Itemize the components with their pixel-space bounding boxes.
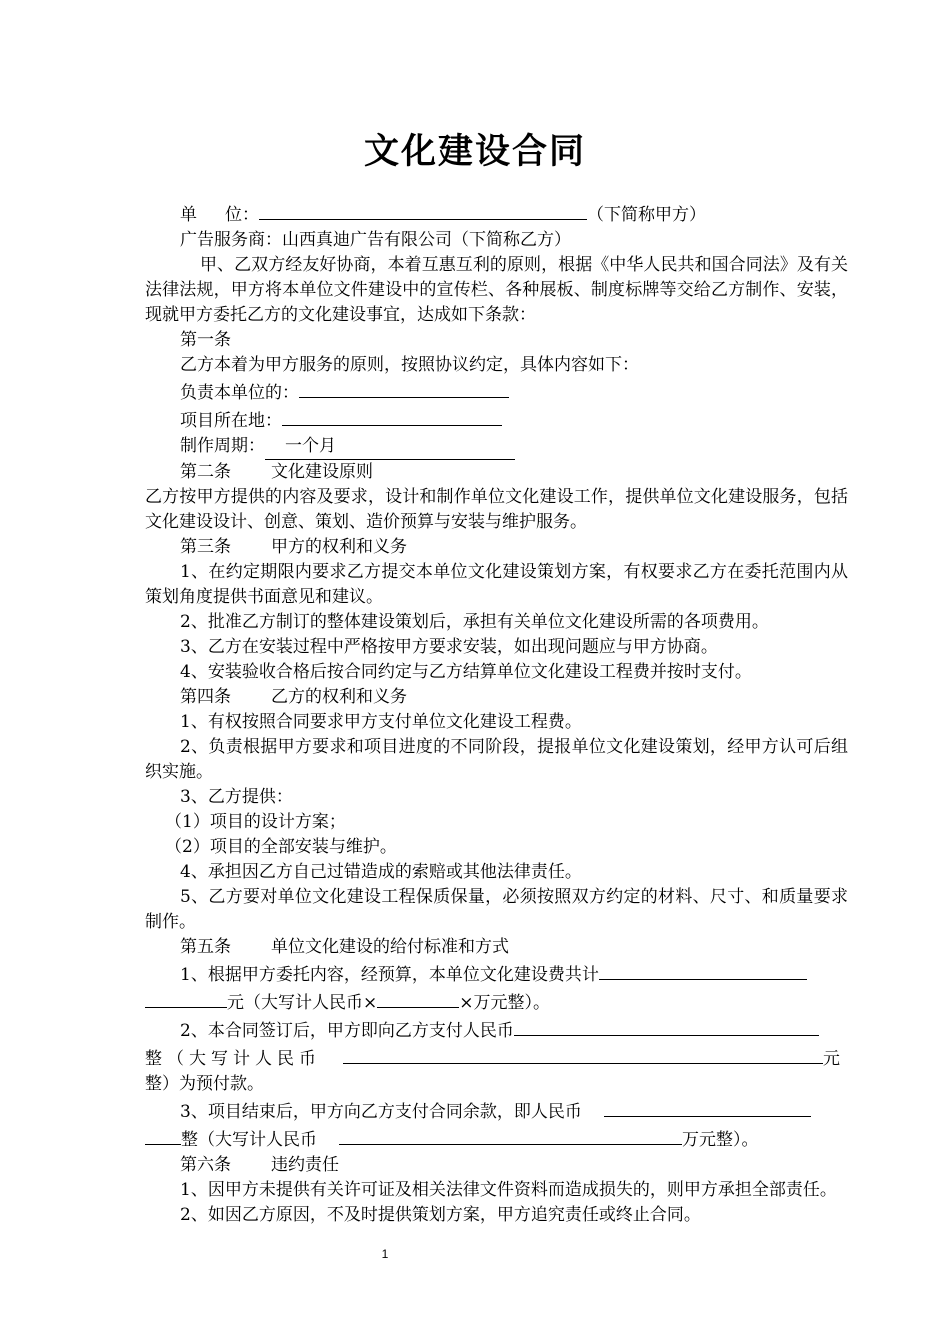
intro-paragraph: 甲、乙双方经友好协商，本着互惠互利的原则，根据《中华人民共和国合同法》及有关法律法规，甲方将本单位文件建设中的宣传栏、各种展板、制度标牌等交给乙方制作、安装，现就甲方委托乙方的文化建设事宜，达成如下条款： [145, 255, 848, 325]
article-4-item: 4、承担因乙方自己过错造成的索赔或其他法律责任。 [180, 862, 582, 882]
amount-words-blank [377, 988, 459, 1008]
article-4-item: 3、乙方提供： [180, 787, 293, 807]
article-4-subitem: （1）项目的设计方案； [165, 812, 346, 832]
article-5-item-2-end: 整）为预付款。 [145, 1074, 264, 1094]
article-1-text: 乙方本着为甲方服务的原则，按照协议约定，具体内容如下： [180, 355, 639, 375]
responsible-line: 负责本单位的： [145, 378, 848, 406]
location-blank [282, 406, 502, 426]
unit-blank [259, 200, 587, 220]
article-5-item-1: 1、根据甲方委托内容，经预算，本单位文化建设费共计 [145, 960, 848, 988]
article-5-heading: 第五条 单位文化建设的给付标准和方式 [180, 937, 509, 957]
article-3-item: 3、乙方在安装过程中严格按甲方要求安装，如出现问题应与甲方协商。 [180, 637, 718, 657]
page-number: 1 [381, 1247, 389, 1261]
period-line: 制作周期： 一个月 [145, 434, 848, 460]
prepay-blank [514, 1016, 819, 1036]
contract-body [145, 200, 848, 1228]
article-4-item: 5、乙方要对单位文化建设工程保质保量，必须按照双方约定的材料、尺寸、和质量要求制作。 [145, 887, 848, 932]
article-4-heading: 第四条 乙方的权利和义务 [180, 687, 407, 707]
location-line: 项目所在地： [145, 406, 848, 434]
period-value: 一个月 [265, 434, 515, 460]
prepay-words-blank [343, 1044, 823, 1064]
article-5-item-3-cont: 整（大写计人民币 万元整）。 [145, 1125, 848, 1153]
article-1-heading: 第一条 [180, 330, 231, 350]
article-5-item-2-cont: 整（大写计人民币 元 [145, 1044, 848, 1072]
document-title: 文化建设合同 [363, 131, 586, 172]
article-3-item: 2、批准乙方制订的整体建设策划后，承担有关单位文化建设所需的各项费用。 [180, 612, 769, 632]
amount-blank [599, 960, 807, 980]
article-5-item-2: 2、本合同签订后，甲方即向乙方支付人民币 [145, 1016, 848, 1044]
article-3-heading: 第三条 甲方的权利和义务 [180, 537, 407, 557]
balance-words-blank [339, 1125, 682, 1145]
agency-line: 广告服务商：山西真迪广告有限公司（下简称乙方） [180, 230, 571, 250]
article-2-text: 乙方按甲方提供的内容及要求，设计和制作单位文化建设工作，提供单位文化建设服务，包括文化建设设计、创意、策划、造价预算与安装与维护服务。 [145, 487, 848, 532]
responsible-blank [299, 378, 509, 398]
article-6-item: 2、如因乙方原因，不及时提供策划方案，甲方追究责任或终止合同。 [180, 1205, 701, 1225]
balance-blank [604, 1097, 811, 1117]
article-3-item: 4、安装验收合格后按合同约定与乙方结算单位文化建设工程费并按时支付。 [180, 662, 752, 682]
unit-line: 单 位： （下简称甲方） [145, 200, 848, 228]
article-4-item: 1、有权按照合同要求甲方支付单位文化建设工程费。 [180, 712, 582, 732]
article-6-heading: 第六条 违约责任 [180, 1155, 339, 1175]
article-2-heading: 第二条 文化建设原则 [180, 462, 373, 482]
article-3-item: 1、在约定期限内要求乙方提交本单位文化建设策划方案，有权要求乙方在委托范围内从策划角度提供书面意见和建议。 [145, 562, 848, 607]
article-5-item-3: 3、项目结束后，甲方向乙方支付合同余款，即人民币 [145, 1097, 848, 1125]
article-4-item: 2、负责根据甲方要求和项目进度的不同阶段，提报单位文化建设策划，经甲方认可后组织实施。 [145, 737, 848, 782]
article-4-subitem: （2）项目的全部安装与维护。 [165, 837, 397, 857]
article-5-item-1-cont: 元（大写计人民币× ×万元整）。 [145, 988, 848, 1016]
article-6-item: 1、因甲方未提供有关许可证及相关法律文件资料而造成损失的，则甲方承担全部责任。 [180, 1180, 837, 1200]
